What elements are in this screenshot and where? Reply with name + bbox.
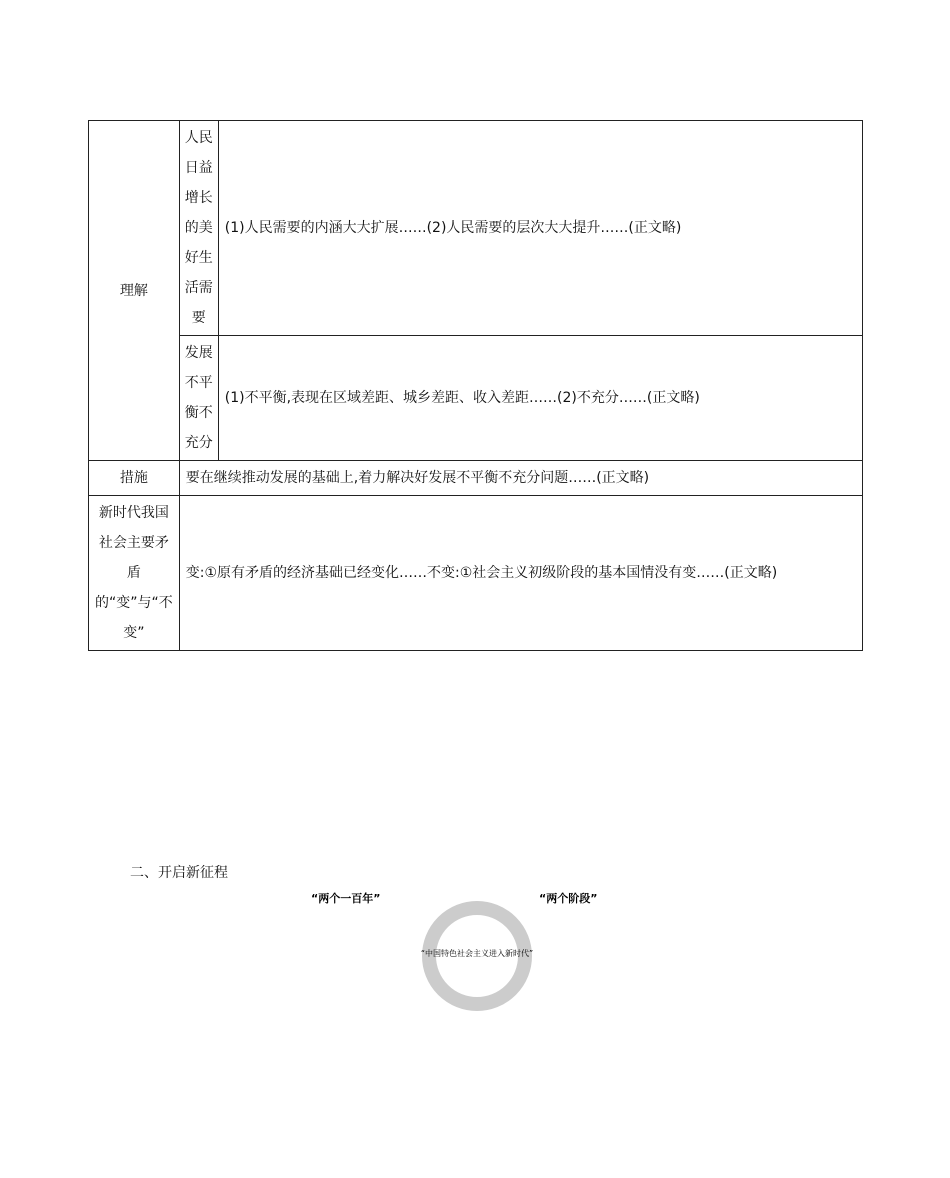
sub-text-imbalance: (1)不平衡,表现在区域差距、城乡差距、收入差距……(2)不充分……(正文略) bbox=[218, 336, 862, 461]
right-title: “两个阶段” bbox=[539, 892, 598, 905]
row-understanding-1 bbox=[89, 121, 863, 336]
row-text-change: 变:①原有矛盾的经济基础已经变化……不变:①社会主义初级阶段的基本国情没有变……(正文略) bbox=[179, 496, 862, 651]
section-title: 二、开启新征程 bbox=[130, 865, 228, 881]
row-label-change: 新时代我国社会主要矛盾的“变”与“不变” bbox=[89, 496, 180, 651]
sub-text-needs: (1)人民需要的内涵大大扩展……(2)人民需要的层次大大提升……(正文略) bbox=[218, 121, 862, 336]
sub-label-needs: 人民日益增长的美好生活需要 bbox=[179, 121, 218, 336]
row-measures bbox=[89, 461, 863, 496]
main-table-wrap bbox=[88, 120, 863, 651]
row-text-measures: 要在继续推动发展的基础上,着力解决好发展不平衡不充分问题……(正文略) bbox=[179, 461, 862, 496]
row-label-understanding: 理解 bbox=[89, 121, 180, 461]
center-label: “中国特色社会主义进入新时代” bbox=[420, 949, 534, 958]
goals-diagram bbox=[305, 888, 650, 1018]
goals-diagram-svg bbox=[305, 888, 650, 1018]
left-title: “两个一百年” bbox=[311, 892, 381, 905]
sub-label-imbalance: 发展不平衡不充分 bbox=[179, 336, 218, 461]
row-understanding-2 bbox=[89, 336, 863, 461]
main-table bbox=[88, 120, 863, 651]
row-label-measures: 措施 bbox=[89, 461, 180, 496]
row-change bbox=[89, 496, 863, 651]
